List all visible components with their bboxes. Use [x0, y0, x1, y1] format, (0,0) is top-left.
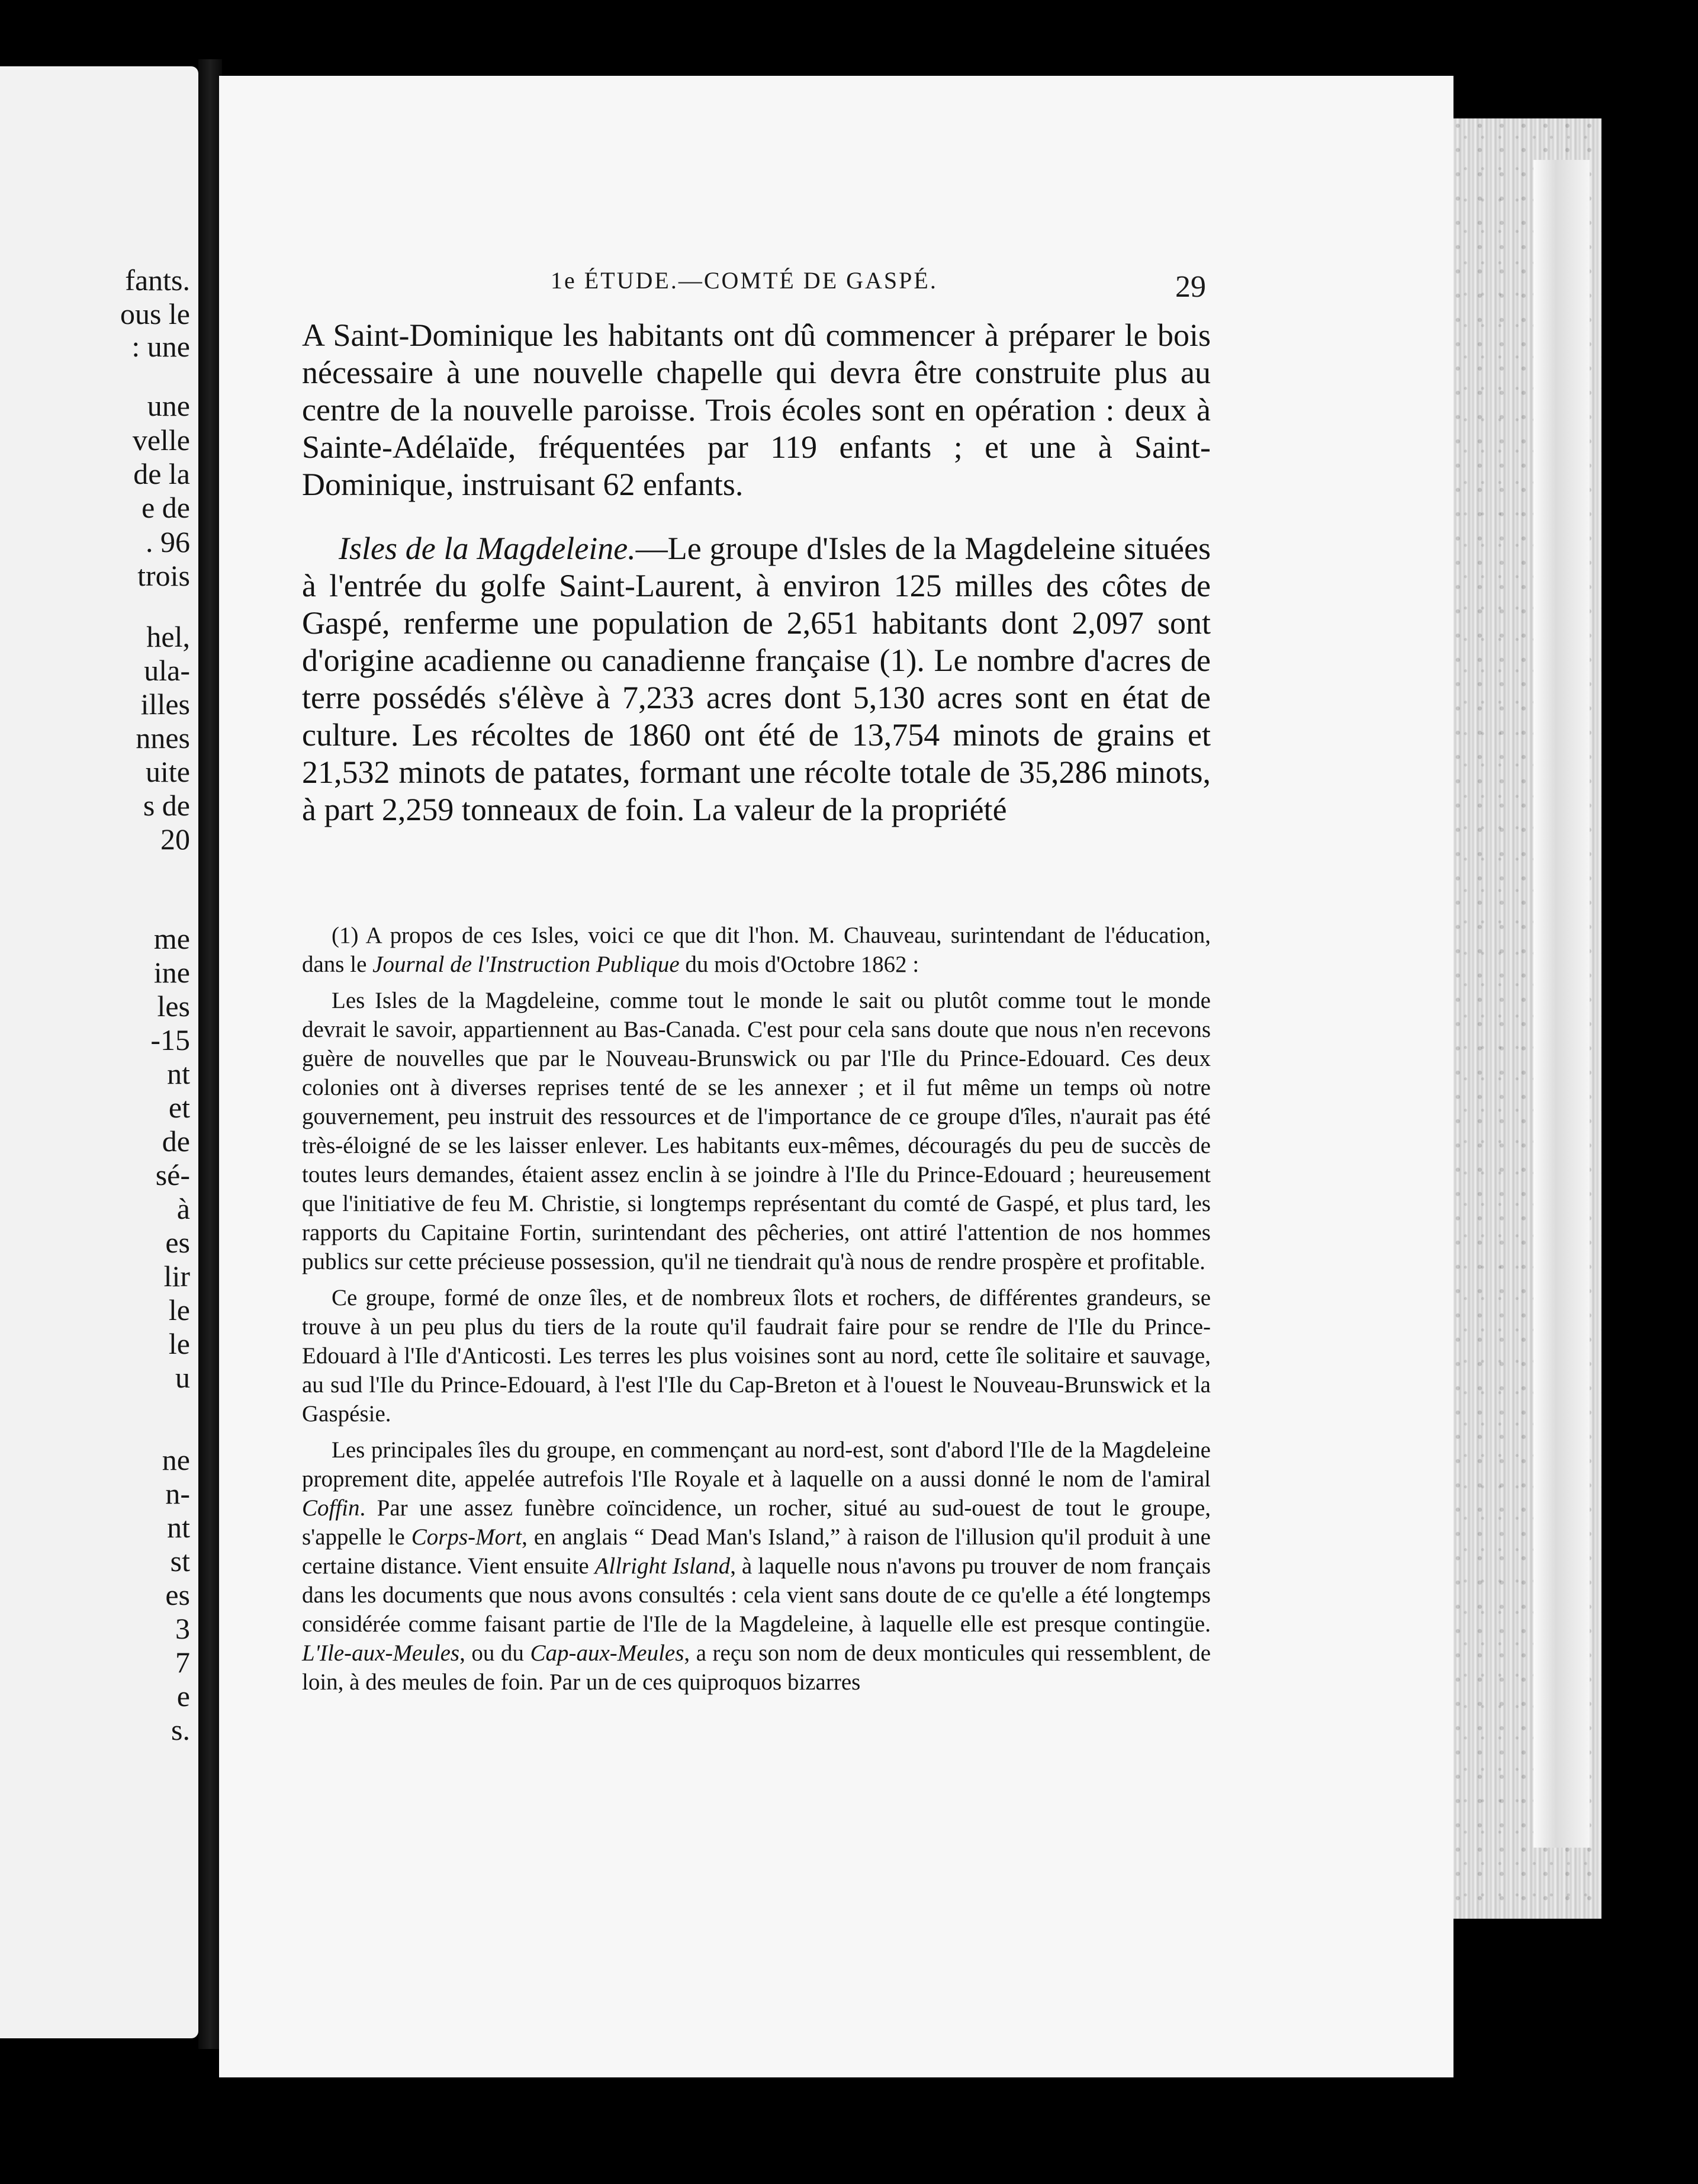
- left-page-fragment: une: [147, 389, 190, 422]
- footnote-paragraph-1: Les Isles de la Magdeleine, comme tout le monde le sait ou plutôt comme tout le monde devrait le savoir, appartiennent au Bas-Canada. C'est pour cela sans doute que nous n'en recevons guère de nouvelles que par le Nouveau-Brunswick ou par l'Ile du Prince-Edouard. Ces deux colonies ont à diverses reprises tenté de se les annexer ; et il fut même un temps où notre gouvernement, peu instruit des ressources et de l'importance de ce groupe d'îles, n'aurait pas été très-éloigné de se les laisser enlever. Les habitants eux-mêmes, découragés du peu de succès de toutes leurs demandes, étaient assez enclin à se joindre à l'Ile du Prince-Edouard ; heureusement que l'initiative de feu M. Christie, si longtemps représentant du comté de Gaspé, et plus tard, les rapports du Capitaine Fortin, surintendant des pêcheries, ont attiré l'attention de nos hommes publics sur cette précieuse possession, qu'il ne tiendrait qu'à nous de rendre prospère et profitable.: [302, 988, 1211, 1274]
- left-page-fragment: sé-: [155, 1158, 190, 1191]
- paragraph-isles-magdeleine: [302, 530, 1211, 828]
- fn3-text-b: . Par une assez funèbre coïncidence, un rocher, situé au sud-ouest de tout le groupe, s'appelle le: [302, 1495, 1211, 1550]
- footnote-intro-text: A propos de ces Isles, voici ce que dit l'hon. M. Chauveau, surintendant de l'éducation, dans le: [302, 923, 1211, 977]
- left-page-fragment: n-: [165, 1477, 190, 1510]
- left-page-fragment: u: [175, 1361, 190, 1394]
- left-page-fragment: les: [157, 990, 190, 1023]
- left-page-fragment: nnes: [136, 721, 190, 754]
- left-page-fragment: trois: [137, 559, 190, 592]
- left-page-fragment: nt: [167, 1057, 190, 1090]
- page-edges-highlight: [1533, 160, 1590, 1848]
- footnote: [302, 921, 1211, 1704]
- left-page-fragment: e de: [142, 491, 190, 524]
- left-page-fragment: fants.: [125, 264, 190, 297]
- left-page-fragment: st: [170, 1544, 190, 1578]
- left-page-fragment: ine: [153, 956, 190, 989]
- left-page-fragment: . 96: [146, 525, 190, 558]
- footnote-label: (1): [332, 923, 359, 948]
- running-head: 1e ÉTUDE.—COMTÉ DE GASPÉ.: [551, 267, 938, 294]
- page-number: 29: [1175, 270, 1206, 304]
- paragraph-body: —Le groupe d'Isles de la Magdeleine situées à l'entrée du golfe Saint-Laurent, à environ 125 milles des côtes de Gaspé, renferme une population de 2,651 habitants dont 2,097 sont d'origine acadienne ou canadienne française (1). Le nombre d'acres de terre possédés s'élève à 7,233 acres dont 5,130 acres sont en état de culture. Les récoltes de 1860 ont été de 13,754 minots de grains et 21,532 minots de patates, formant une récolte totale de 35,286 minots, à part 2,259 tonneaux de foin. La valeur de la propriété: [302, 531, 1211, 827]
- paragraph-heading: Isles de la Magdeleine.: [339, 531, 636, 566]
- left-page-fragment: uite: [146, 755, 190, 788]
- name-coffin: Coffin: [302, 1495, 360, 1521]
- left-page-fragment: : une: [131, 330, 190, 363]
- footnote-paragraph-2: Ce groupe, formé de onze îles, et de nombreux îlots et rochers, de différentes grandeurs, se trouve à un peu plus du tiers de la route qu'il faudrait faire pour se rendre de l'Ile du Prince-Edouard à l'Ile d'Anticosti. Les terres les plus voisines sont au nord, cette île solitaire et sauvage, au sud l'Ile du Prince-Edouard, à l'est l'Ile du Cap-Breton et à l'ouest le Nouveau-Brunswick et la Gaspésie.: [302, 1285, 1211, 1427]
- left-page-fragment: nt: [167, 1511, 190, 1544]
- left-page-fragment: le: [168, 1327, 190, 1360]
- paragraph-saint-dominique: A Saint-Dominique les habitants ont dû commencer à préparer le bois nécessaire à une nouvelle chapelle qui devra être construite plus au centre de la nouvelle paroisse. Trois écoles sont en opération : deux à Sainte-Adélaïde, fréquentées par 119 enfants ; et une à Saint-Dominique, instruisant 62 enfants.: [302, 317, 1211, 502]
- footnote-intro: [302, 921, 1211, 979]
- left-page-fragment: lir: [163, 1260, 190, 1293]
- book-spine-shadow: [198, 59, 222, 2049]
- left-page-fragment: 20: [160, 823, 190, 856]
- left-page-fragment: 7: [175, 1646, 190, 1679]
- left-page-fragment: velle: [132, 423, 190, 457]
- name-allright-island: Allright Island: [594, 1553, 731, 1579]
- fn3-text-f: , a reçu son nom de deux monticules qui ressemblent, de loin, à des meules de foin. Par un de ces quiproquos bizarres: [302, 1640, 1211, 1695]
- left-page-fragment: hel,: [146, 620, 190, 653]
- footnote-intro-end: du mois d'Octobre 1862 :: [679, 952, 919, 977]
- journal-title: Journal de l'Instruction Publique: [372, 952, 680, 977]
- left-page-fragment: e: [176, 1679, 190, 1713]
- fn3-text-e: , ou du: [459, 1640, 530, 1666]
- left-page-fragment: es: [165, 1578, 190, 1611]
- left-page-fragment: à: [176, 1192, 190, 1225]
- body-text: [302, 317, 1211, 828]
- fn3-text-d: , à laquelle nous n'avons pu trouver de nom français dans les documents que nous avons consultés : cela vient sans doute de ce qu'elle a été longtemps considérée comme faisant partie de l'Ile de la Magdeleine, à laquelle elle est presque contingüe.: [302, 1553, 1211, 1637]
- left-page-fragment: 3: [175, 1612, 190, 1645]
- left-page-fragment: s de: [143, 789, 190, 822]
- fn3-text-c: , en anglais “ Dead Man's Island,” à raison de l'illusion qu'il produit à une certaine distance. Vient ensuite: [302, 1524, 1211, 1579]
- left-page-fragment: ous le: [120, 297, 190, 330]
- name-cap-aux-meules: Cap-aux-Meules: [530, 1640, 684, 1666]
- name-ile-aux-meules: L'Ile-aux-Meules: [302, 1640, 460, 1666]
- left-page-fragment: -15: [150, 1023, 190, 1056]
- left-page-fragment: le: [168, 1293, 190, 1327]
- left-page-fragment: s.: [171, 1713, 190, 1746]
- left-page-fragment: ne: [162, 1443, 190, 1476]
- left-page: [0, 66, 198, 2038]
- left-page-fragment: et: [168, 1091, 190, 1124]
- left-page-fragment: ula-: [144, 654, 190, 687]
- fn3-text-a: Les principales îles du groupe, en commençant au nord-est, sont d'abord l'Ile de la Magdeleine proprement dite, appelée autrefois l'Ile Royale et à laquelle on a aussi donné le nom de l'amiral: [302, 1437, 1211, 1492]
- left-page-fragment: illes: [140, 688, 190, 721]
- left-page-fragment: de la: [133, 457, 190, 490]
- left-page-fragment: es: [165, 1226, 190, 1259]
- left-page-fragment: de: [162, 1125, 190, 1158]
- footnote-paragraph-3: [302, 1435, 1211, 1697]
- left-page-fragment: me: [153, 922, 190, 955]
- name-corps-mort: Corps-Mort: [411, 1524, 522, 1550]
